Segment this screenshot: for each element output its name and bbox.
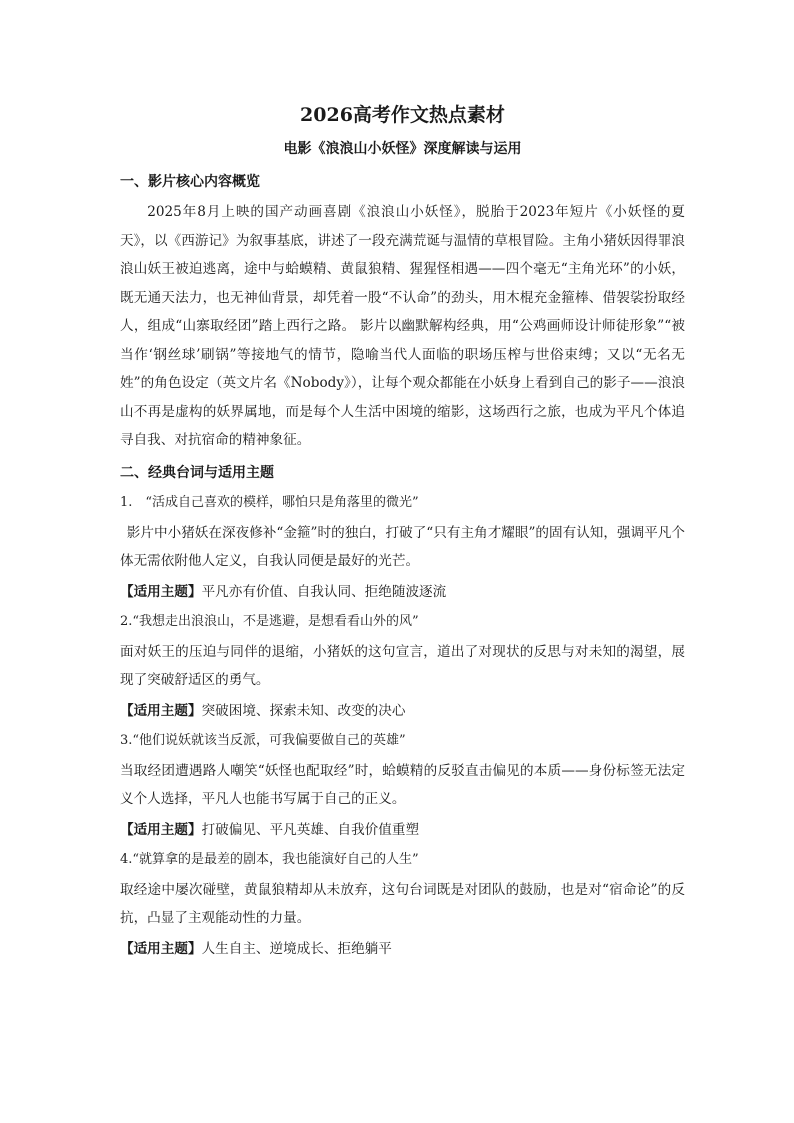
quote-line: 3.“他们说妖就该当反派，可我偏要做自己的英雄” [120,732,406,748]
theme-text: 平凡亦有价值、自我认同、拒绝随波逐流 [201,583,447,600]
section-heading-overview: 一、影片核心内容概览 [120,174,260,190]
applicable-theme [120,816,685,844]
applicable-theme [120,578,685,606]
quote-explanation: 影片中小猪妖在深夜修补“金箍”时的独白，打破了“只有主角才耀眼”的固有认知，强调平凡个体无需依附他人定义，自我认同便是最好的光芒。 [120,524,685,569]
theme-tag: 【适用主题】 [120,583,202,600]
quote-line: 1. “活成自己喜欢的模样，哪怕只是角落里的微光” [120,494,419,510]
theme-text: 突破困境、探索未知、改变的决心 [201,702,406,719]
theme-text: 人生自主、逆境成长、拒绝躺平 [201,940,392,957]
quote-item [120,608,685,725]
theme-tag: 【适用主题】 [120,821,202,838]
applicable-theme [120,935,685,963]
quote-item [120,846,685,963]
page-title: 2026高考作文热点素材 [300,104,505,126]
quote-explanation: 面对妖王的压迫与同伴的退缩，小猪妖的这句宣言，道出了对现状的反思与对未知的渴望，展现了突破舒适区的勇气。 [120,643,685,688]
section-heading-quotes: 二、经典台词与适用主题 [120,464,274,481]
quote-item [120,489,685,606]
quote-line: 4.“就算拿的是最差的剧本，我也能演好自己的人生” [120,851,419,867]
quote-explanation: 当取经团遭遇路人嘲笑“妖怪也配取经”时，蛤蟆精的反驳直击偏见的本质——身份标签无法定义个人选择，平凡人也能书写属于自己的正义。 [120,762,685,807]
quote-line: 2.“我想走出浪浪山，不是逃避，是想看看山外的风” [120,613,419,629]
quote-explanation: 取经途中屡次碰壁，黄鼠狼精却从未放弃，这句台词既是对团队的鼓励，也是对“宿命论”的反抗，凸显了主观能动性的力量。 [120,881,685,926]
theme-tag: 【适用主题】 [120,702,202,719]
applicable-theme [120,697,685,725]
overview-paragraph: 2025年8月上映的国产动画喜剧《浪浪山小妖怪》，脱胎于2023年短片《小妖怪的夏天》，以《西游记》为叙事基底，讲述了一段充满荒诞与温情的草根冒险。主角小猪妖因得罪浪浪山妖王被迫逃离，途中与蛤蟆精、黄鼠狼精、猩猩怪相遇——四个毫无“主角光环”的小妖，既无通天法力，也无神仙背景，却凭着一股“不认命”的劲头，用木棍充金箍棒、借袈裟扮取经人，组成“山寨取经团”踏上西行之路。 影片以幽默解构经典，用“公鸡画师设计师徒形象”“被当作‘钢丝球’刷锅”等接地气的情节，隐喻当代人面临的职场压榨与世俗束缚；又以“无名无姓”的角色设定（英文片名《Nobody》），让每个观众都能在小妖身上看到自己的影子——浪浪山不再是虚构的妖界属地，而是每个人生活中困境的缩影，这场西行之旅，也成为平凡个体追寻自我、对抗宿命的精神象征。 [120,204,685,448]
theme-tag: 【适用主题】 [120,940,202,957]
quote-item [120,727,685,844]
document-body [120,100,685,963]
page-subtitle: 电影《浪浪山小妖怪》深度解读与运用 [283,141,522,157]
theme-text: 打破偏见、平凡英雄、自我价值重塑 [201,821,420,838]
